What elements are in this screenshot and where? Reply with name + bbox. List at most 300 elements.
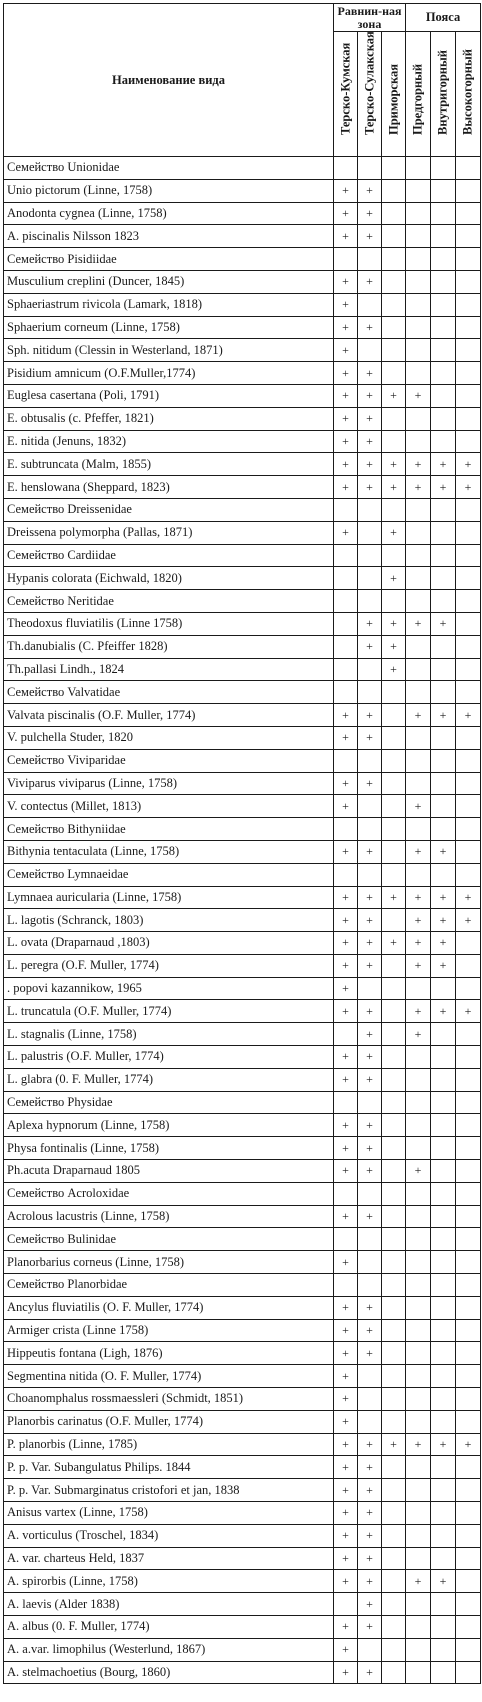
presence-mark: + bbox=[358, 179, 382, 202]
presence-mark: + bbox=[358, 1114, 382, 1137]
species-name: Acrolous lacustris (Linne, 1758) bbox=[4, 1205, 334, 1228]
presence-mark bbox=[456, 498, 481, 521]
presence-mark: + bbox=[358, 1160, 382, 1183]
presence-mark: + bbox=[456, 476, 481, 499]
presence-mark bbox=[431, 1205, 456, 1228]
species-row bbox=[4, 635, 481, 658]
presence-mark bbox=[456, 1296, 481, 1319]
presence-mark: + bbox=[456, 704, 481, 727]
presence-mark: + bbox=[334, 1616, 358, 1639]
species-name: Th.pallasi Lindh., 1824 bbox=[4, 658, 334, 681]
species-row bbox=[4, 1524, 481, 1547]
presence-mark bbox=[334, 590, 358, 613]
presence-mark: + bbox=[334, 932, 358, 955]
presence-mark bbox=[382, 293, 406, 316]
presence-mark: + bbox=[431, 932, 456, 955]
species-name: Viviparus viviparus (Linne, 1758) bbox=[4, 772, 334, 795]
presence-mark: + bbox=[406, 909, 431, 932]
presence-mark bbox=[431, 384, 456, 407]
presence-mark: + bbox=[358, 1456, 382, 1479]
presence-mark: + bbox=[334, 1433, 358, 1456]
presence-mark bbox=[358, 567, 382, 590]
family-row bbox=[4, 1091, 481, 1114]
presence-mark bbox=[456, 544, 481, 567]
species-row bbox=[4, 339, 481, 362]
family-row bbox=[4, 1228, 481, 1251]
presence-mark: + bbox=[382, 658, 406, 681]
presence-mark bbox=[382, 1091, 406, 1114]
species-name: Hippeutis fontana (Ligh, 1876) bbox=[4, 1342, 334, 1365]
presence-mark bbox=[358, 1274, 382, 1297]
presence-mark bbox=[382, 1068, 406, 1091]
presence-mark bbox=[382, 1365, 406, 1388]
species-row bbox=[4, 476, 481, 499]
presence-mark: + bbox=[406, 795, 431, 818]
species-name: Th.danubialis (C. Pfeiffer 1828) bbox=[4, 635, 334, 658]
presence-mark bbox=[382, 157, 406, 180]
presence-mark: + bbox=[456, 1433, 481, 1456]
presence-mark bbox=[334, 1091, 358, 1114]
presence-mark bbox=[382, 1046, 406, 1069]
species-name: Sphaeriastrum rivicola (Lamark, 1818) bbox=[4, 293, 334, 316]
presence-mark: + bbox=[358, 704, 382, 727]
presence-mark: + bbox=[334, 1410, 358, 1433]
presence-mark bbox=[431, 772, 456, 795]
presence-mark: + bbox=[334, 1524, 358, 1547]
species-name: Ph.acuta Draparnaud 1805 bbox=[4, 1160, 334, 1183]
species-name: Семейство Bulinidae bbox=[4, 1228, 334, 1251]
presence-mark bbox=[431, 1228, 456, 1251]
presence-mark: + bbox=[358, 1137, 382, 1160]
presence-mark bbox=[431, 521, 456, 544]
species-row bbox=[4, 407, 481, 430]
presence-mark: + bbox=[406, 954, 431, 977]
presence-mark: + bbox=[334, 430, 358, 453]
presence-mark: + bbox=[431, 954, 456, 977]
presence-mark bbox=[406, 1137, 431, 1160]
presence-mark bbox=[406, 726, 431, 749]
family-row bbox=[4, 863, 481, 886]
presence-mark: + bbox=[334, 1570, 358, 1593]
presence-mark: + bbox=[334, 225, 358, 248]
species-name: P. p. Var. Submarginatus cristofori et jan, 1838 bbox=[4, 1479, 334, 1502]
presence-mark bbox=[406, 225, 431, 248]
presence-mark: + bbox=[358, 909, 382, 932]
presence-mark bbox=[382, 1000, 406, 1023]
presence-mark: + bbox=[358, 1502, 382, 1525]
presence-mark bbox=[382, 1638, 406, 1661]
presence-mark bbox=[456, 726, 481, 749]
presence-mark bbox=[456, 179, 481, 202]
presence-mark bbox=[382, 1251, 406, 1274]
presence-mark bbox=[431, 202, 456, 225]
species-row bbox=[4, 1046, 481, 1069]
presence-mark bbox=[382, 1114, 406, 1137]
species-row bbox=[4, 1388, 481, 1411]
presence-mark bbox=[431, 1296, 456, 1319]
presence-mark bbox=[382, 225, 406, 248]
presence-mark: + bbox=[382, 384, 406, 407]
presence-mark bbox=[382, 1137, 406, 1160]
presence-mark bbox=[358, 1228, 382, 1251]
presence-mark bbox=[406, 772, 431, 795]
presence-mark: + bbox=[358, 954, 382, 977]
presence-mark bbox=[382, 977, 406, 1000]
presence-mark bbox=[431, 1091, 456, 1114]
presence-mark: + bbox=[334, 1251, 358, 1274]
presence-mark: + bbox=[431, 453, 456, 476]
presence-mark bbox=[431, 293, 456, 316]
presence-mark bbox=[358, 498, 382, 521]
presence-mark bbox=[431, 795, 456, 818]
presence-mark: + bbox=[358, 726, 382, 749]
presence-mark bbox=[456, 635, 481, 658]
subcolumn-header bbox=[406, 32, 431, 157]
presence-mark bbox=[431, 1524, 456, 1547]
presence-mark bbox=[406, 590, 431, 613]
species-name: A. var. charteus Held, 1837 bbox=[4, 1547, 334, 1570]
presence-mark bbox=[334, 1228, 358, 1251]
presence-mark: + bbox=[406, 1570, 431, 1593]
presence-mark bbox=[406, 362, 431, 385]
species-name: L. glabra (0. F. Muller, 1774) bbox=[4, 1068, 334, 1091]
presence-mark bbox=[406, 863, 431, 886]
species-row bbox=[4, 886, 481, 909]
species-name: Euglesa casertana (Poli, 1791) bbox=[4, 384, 334, 407]
species-name: Ancylus fluviatilis (O. F. Muller, 1774) bbox=[4, 1296, 334, 1319]
presence-mark bbox=[431, 590, 456, 613]
presence-mark bbox=[456, 1228, 481, 1251]
species-row bbox=[4, 658, 481, 681]
presence-mark: + bbox=[358, 1296, 382, 1319]
presence-mark: + bbox=[334, 1456, 358, 1479]
presence-mark bbox=[406, 1479, 431, 1502]
presence-mark bbox=[358, 795, 382, 818]
presence-mark: + bbox=[382, 886, 406, 909]
presence-mark bbox=[406, 1342, 431, 1365]
presence-mark: + bbox=[431, 1000, 456, 1023]
presence-mark bbox=[382, 795, 406, 818]
species-name: Pisidium amnicum (O.F.Muller,1774) bbox=[4, 362, 334, 385]
species-row bbox=[4, 567, 481, 590]
presence-mark: + bbox=[334, 704, 358, 727]
presence-mark bbox=[406, 1251, 431, 1274]
species-name: Семейство Cardiidae bbox=[4, 544, 334, 567]
presence-mark bbox=[382, 1410, 406, 1433]
presence-mark: + bbox=[406, 1160, 431, 1183]
species-row bbox=[4, 362, 481, 385]
presence-mark: + bbox=[334, 1365, 358, 1388]
species-name: Семейство Bithyniidae bbox=[4, 818, 334, 841]
presence-mark bbox=[456, 954, 481, 977]
presence-mark bbox=[456, 772, 481, 795]
presence-mark: + bbox=[334, 772, 358, 795]
presence-mark bbox=[382, 1023, 406, 1046]
family-row bbox=[4, 818, 481, 841]
species-name: Unio pictorum (Linne, 1758) bbox=[4, 179, 334, 202]
presence-mark bbox=[431, 863, 456, 886]
species-name: A. stelmachoetius (Bourg, 1860) bbox=[4, 1661, 334, 1684]
presence-mark: + bbox=[456, 886, 481, 909]
species-name: A. a.var. limophilus (Westerlund, 1867) bbox=[4, 1638, 334, 1661]
presence-mark bbox=[431, 430, 456, 453]
presence-mark bbox=[358, 339, 382, 362]
subcolumn-header bbox=[431, 32, 456, 157]
presence-mark: + bbox=[358, 476, 382, 499]
species-name: Planorbis carinatus (O.F. Muller, 1774) bbox=[4, 1410, 334, 1433]
presence-mark bbox=[431, 1342, 456, 1365]
presence-mark: + bbox=[382, 612, 406, 635]
species-name: Valvata piscinalis (O.F. Muller, 1774) bbox=[4, 704, 334, 727]
presence-mark: + bbox=[334, 384, 358, 407]
presence-mark bbox=[406, 818, 431, 841]
species-name: L. stagnalis (Linne, 1758) bbox=[4, 1023, 334, 1046]
presence-mark: + bbox=[358, 1433, 382, 1456]
presence-mark bbox=[431, 658, 456, 681]
presence-mark bbox=[456, 863, 481, 886]
presence-mark bbox=[456, 658, 481, 681]
presence-mark bbox=[358, 1388, 382, 1411]
family-row bbox=[4, 157, 481, 180]
presence-mark bbox=[382, 1342, 406, 1365]
family-row bbox=[4, 590, 481, 613]
presence-mark bbox=[431, 1023, 456, 1046]
species-name: L. palustris (O.F. Muller, 1774) bbox=[4, 1046, 334, 1069]
presence-mark bbox=[334, 544, 358, 567]
presence-mark bbox=[382, 1160, 406, 1183]
presence-mark: + bbox=[431, 909, 456, 932]
presence-mark: + bbox=[406, 612, 431, 635]
presence-mark bbox=[382, 909, 406, 932]
species-distribution-table bbox=[3, 3, 481, 1684]
presence-mark bbox=[456, 1661, 481, 1684]
subcolumn-header bbox=[334, 32, 358, 157]
species-name: Семейство Unionidae bbox=[4, 157, 334, 180]
presence-mark bbox=[358, 293, 382, 316]
presence-mark bbox=[382, 270, 406, 293]
presence-mark: + bbox=[431, 886, 456, 909]
presence-mark bbox=[334, 612, 358, 635]
presence-mark bbox=[382, 1274, 406, 1297]
presence-mark bbox=[456, 1524, 481, 1547]
subcolumn-label: Предгорный bbox=[410, 63, 425, 135]
presence-mark bbox=[382, 248, 406, 271]
species-name: Physa fontinalis (Linne, 1758) bbox=[4, 1137, 334, 1160]
presence-mark bbox=[382, 202, 406, 225]
presence-mark bbox=[406, 1068, 431, 1091]
species-name: E. subtruncata (Malm, 1855) bbox=[4, 453, 334, 476]
species-name: V. pulchella Studer, 1820 bbox=[4, 726, 334, 749]
subcolumn-label: Высокогорный bbox=[460, 49, 475, 135]
presence-mark bbox=[456, 932, 481, 955]
presence-mark: + bbox=[382, 635, 406, 658]
presence-mark bbox=[456, 1342, 481, 1365]
presence-mark bbox=[406, 1388, 431, 1411]
presence-mark bbox=[406, 498, 431, 521]
presence-mark bbox=[431, 1365, 456, 1388]
presence-mark bbox=[382, 1616, 406, 1639]
species-row bbox=[4, 1456, 481, 1479]
presence-mark bbox=[431, 316, 456, 339]
species-row bbox=[4, 1296, 481, 1319]
presence-mark bbox=[456, 339, 481, 362]
presence-mark bbox=[456, 1251, 481, 1274]
species-row bbox=[4, 225, 481, 248]
species-row bbox=[4, 316, 481, 339]
presence-mark bbox=[406, 293, 431, 316]
presence-mark: + bbox=[334, 1638, 358, 1661]
presence-mark bbox=[382, 954, 406, 977]
presence-mark bbox=[456, 1616, 481, 1639]
presence-mark: + bbox=[382, 453, 406, 476]
presence-mark bbox=[406, 567, 431, 590]
presence-mark: + bbox=[382, 521, 406, 544]
family-row bbox=[4, 1274, 481, 1297]
presence-mark bbox=[456, 1410, 481, 1433]
presence-mark bbox=[456, 1593, 481, 1616]
presence-mark: + bbox=[334, 1068, 358, 1091]
species-row bbox=[4, 1251, 481, 1274]
species-name: P. planorbis (Linne, 1785) bbox=[4, 1433, 334, 1456]
family-row bbox=[4, 248, 481, 271]
presence-mark bbox=[406, 270, 431, 293]
presence-mark: + bbox=[334, 977, 358, 1000]
presence-mark bbox=[431, 179, 456, 202]
presence-mark: + bbox=[334, 1046, 358, 1069]
presence-mark bbox=[358, 681, 382, 704]
presence-mark: + bbox=[358, 384, 382, 407]
presence-mark: + bbox=[382, 1433, 406, 1456]
species-name: Семейство Pisidiidae bbox=[4, 248, 334, 271]
species-row bbox=[4, 977, 481, 1000]
presence-mark bbox=[406, 1114, 431, 1137]
presence-mark bbox=[358, 977, 382, 1000]
presence-mark bbox=[431, 1160, 456, 1183]
species-row bbox=[4, 1433, 481, 1456]
family-row bbox=[4, 498, 481, 521]
presence-mark bbox=[406, 1182, 431, 1205]
species-name: A. spirorbis (Linne, 1758) bbox=[4, 1570, 334, 1593]
presence-mark: + bbox=[358, 430, 382, 453]
presence-mark: + bbox=[334, 1388, 358, 1411]
presence-mark bbox=[406, 658, 431, 681]
presence-mark: + bbox=[456, 453, 481, 476]
presence-mark bbox=[406, 157, 431, 180]
presence-mark: + bbox=[406, 1023, 431, 1046]
presence-mark: + bbox=[334, 1502, 358, 1525]
presence-mark: + bbox=[334, 339, 358, 362]
presence-mark bbox=[456, 225, 481, 248]
presence-mark: + bbox=[431, 840, 456, 863]
presence-mark: + bbox=[334, 362, 358, 385]
presence-mark bbox=[358, 863, 382, 886]
presence-mark bbox=[358, 590, 382, 613]
species-row bbox=[4, 1547, 481, 1570]
presence-mark bbox=[456, 293, 481, 316]
species-name: Choanomphalus rossmaessleri (Schmidt, 1851) bbox=[4, 1388, 334, 1411]
presence-mark: + bbox=[334, 954, 358, 977]
species-name: Dreissena polymorpha (Pallas, 1871) bbox=[4, 521, 334, 544]
species-name: A. piscinalis Nilsson 1823 bbox=[4, 225, 334, 248]
presence-mark bbox=[334, 248, 358, 271]
presence-mark: + bbox=[358, 1000, 382, 1023]
species-name: Hypanis colorata (Eichwald, 1820) bbox=[4, 567, 334, 590]
presence-mark bbox=[358, 658, 382, 681]
species-name: Семейство Lymnaeidae bbox=[4, 863, 334, 886]
family-row bbox=[4, 749, 481, 772]
presence-mark bbox=[431, 1046, 456, 1069]
presence-mark bbox=[456, 1502, 481, 1525]
presence-mark bbox=[334, 1593, 358, 1616]
presence-mark bbox=[406, 1410, 431, 1433]
presence-mark bbox=[456, 384, 481, 407]
presence-mark: + bbox=[334, 1160, 358, 1183]
presence-mark bbox=[358, 818, 382, 841]
presence-mark bbox=[406, 430, 431, 453]
presence-mark bbox=[456, 1205, 481, 1228]
presence-mark bbox=[456, 1137, 481, 1160]
presence-mark bbox=[358, 749, 382, 772]
presence-mark bbox=[382, 1296, 406, 1319]
presence-mark bbox=[406, 1091, 431, 1114]
species-row bbox=[4, 1114, 481, 1137]
presence-mark bbox=[406, 1296, 431, 1319]
presence-mark bbox=[431, 544, 456, 567]
presence-mark: + bbox=[334, 1296, 358, 1319]
presence-mark bbox=[382, 179, 406, 202]
presence-mark bbox=[406, 1524, 431, 1547]
presence-mark bbox=[406, 1205, 431, 1228]
presence-mark bbox=[456, 567, 481, 590]
presence-mark bbox=[406, 1228, 431, 1251]
presence-mark: + bbox=[358, 407, 382, 430]
species-name: A. laevis (Alder 1838) bbox=[4, 1593, 334, 1616]
species-row bbox=[4, 954, 481, 977]
family-row bbox=[4, 544, 481, 567]
presence-mark bbox=[456, 1160, 481, 1183]
presence-mark: + bbox=[358, 362, 382, 385]
species-name: Theodoxus fluviatilis (Linne 1758) bbox=[4, 612, 334, 635]
presence-mark: + bbox=[382, 567, 406, 590]
species-row bbox=[4, 1661, 481, 1684]
presence-mark: + bbox=[358, 1524, 382, 1547]
presence-mark bbox=[431, 1274, 456, 1297]
presence-mark bbox=[431, 1410, 456, 1433]
presence-mark bbox=[431, 1661, 456, 1684]
presence-mark bbox=[431, 498, 456, 521]
presence-mark bbox=[406, 316, 431, 339]
species-name: Семейство Acroloxidae bbox=[4, 1182, 334, 1205]
presence-mark bbox=[456, 248, 481, 271]
presence-mark: + bbox=[406, 704, 431, 727]
species-row bbox=[4, 1616, 481, 1639]
species-name: P. p. Var. Subangulatus Philips. 1844 bbox=[4, 1456, 334, 1479]
species-row bbox=[4, 202, 481, 225]
species-row bbox=[4, 909, 481, 932]
species-name: Musculium creplini (Duncer, 1845) bbox=[4, 270, 334, 293]
presence-mark bbox=[382, 498, 406, 521]
species-row bbox=[4, 726, 481, 749]
subcolumn-label: Терско-Сулакская bbox=[362, 31, 376, 135]
presence-mark: + bbox=[358, 1046, 382, 1069]
presence-mark bbox=[382, 544, 406, 567]
presence-mark bbox=[431, 1251, 456, 1274]
subcolumn-label: Терско-Кумская bbox=[338, 42, 352, 135]
presence-mark: + bbox=[431, 1570, 456, 1593]
presence-mark bbox=[456, 681, 481, 704]
plain-zone-header: Равнин-ная зона bbox=[334, 4, 406, 32]
presence-mark: + bbox=[431, 1433, 456, 1456]
